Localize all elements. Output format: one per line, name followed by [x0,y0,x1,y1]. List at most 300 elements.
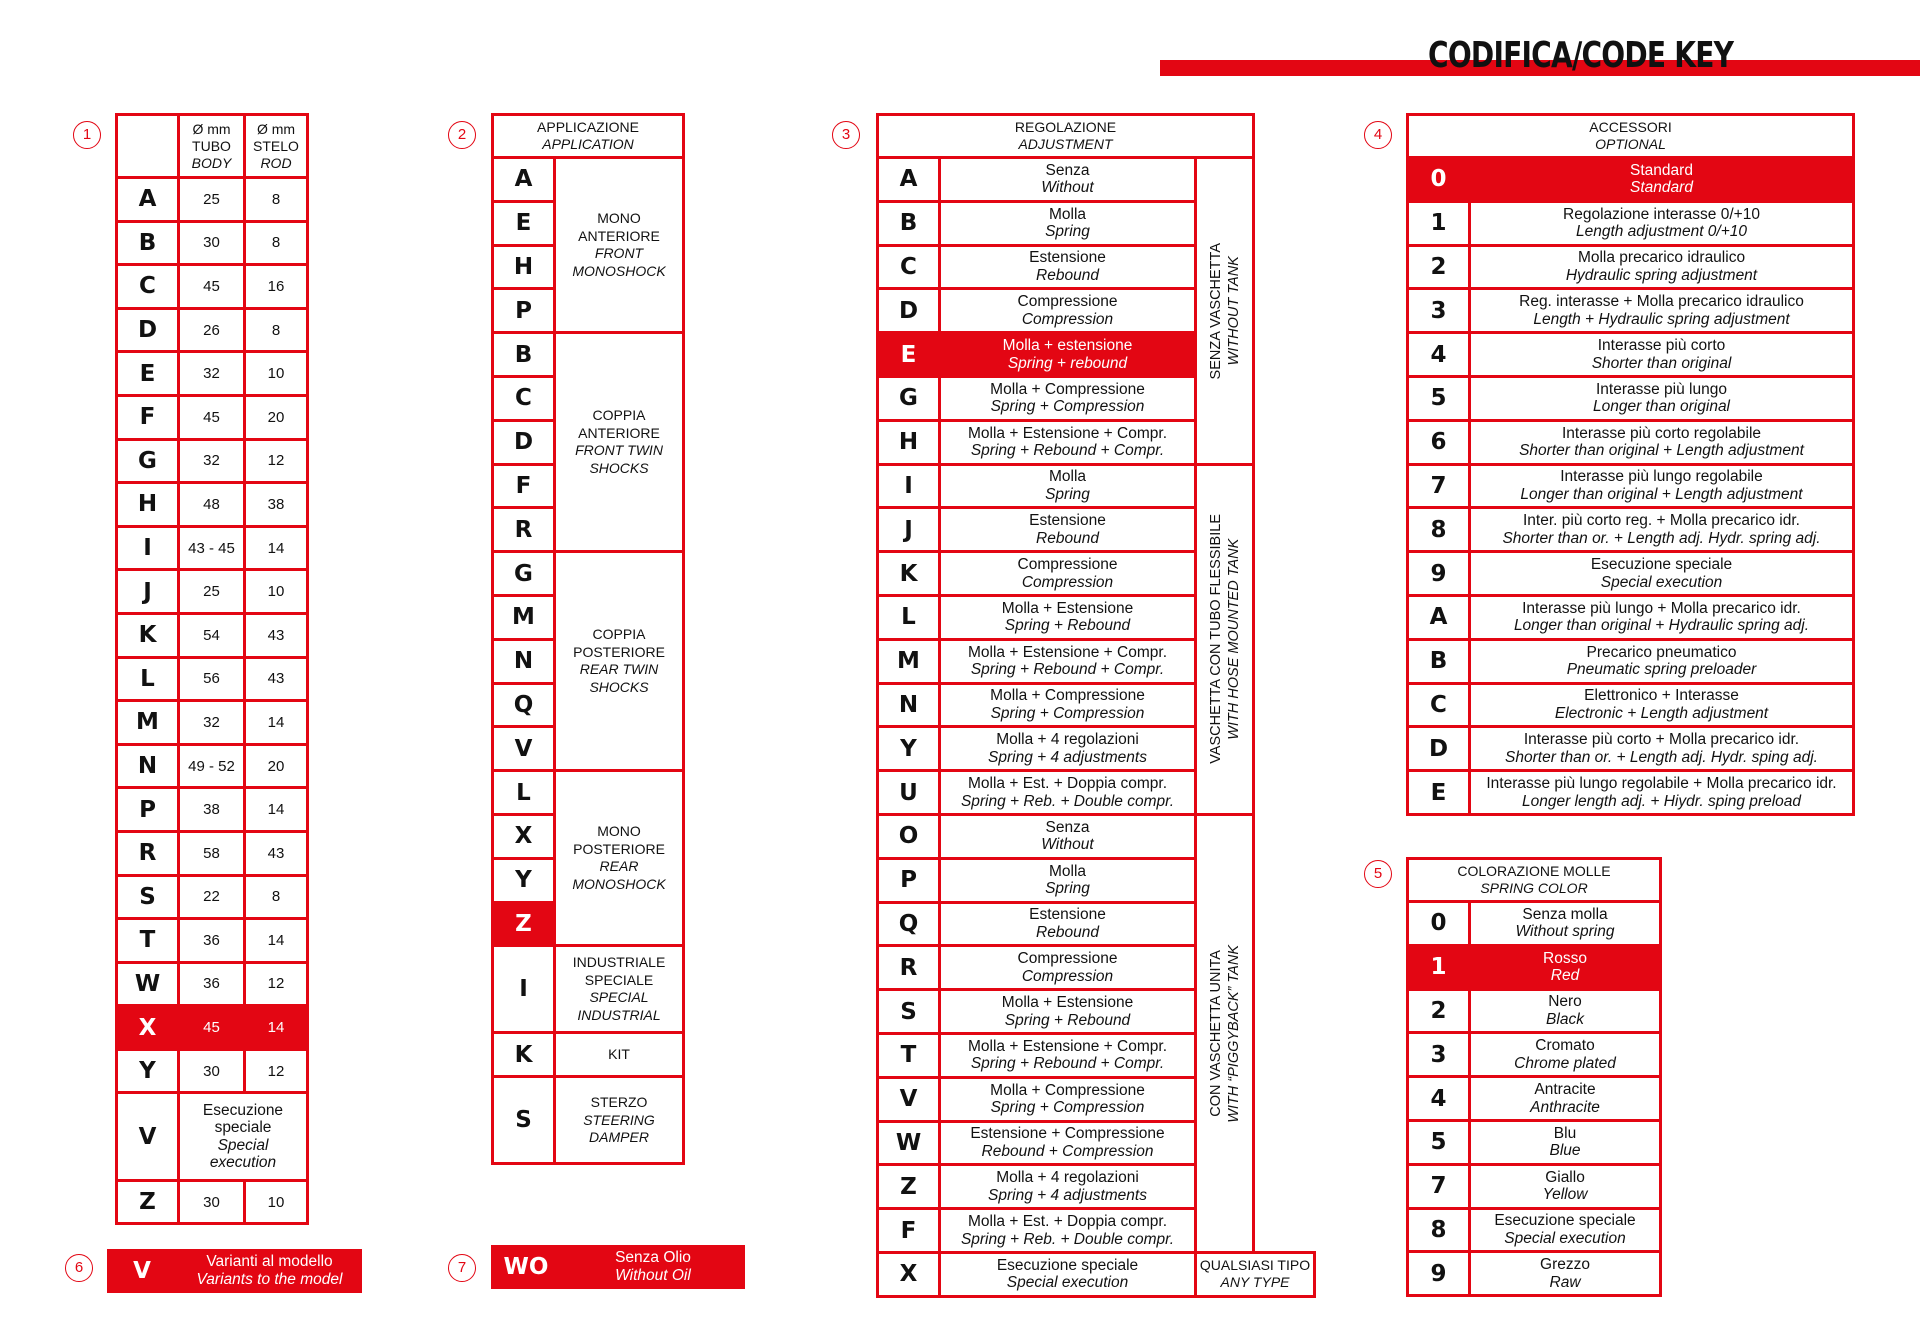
english-text: Spring + Reb. + Double compr. [960,792,1175,810]
diameter-row [117,178,308,222]
adjustment-description-cell [940,683,1196,727]
group-label-it-2: POSTERIORE [573,840,665,857]
rod-diameter-cell: 8 [245,308,308,352]
italian-text: Interasse più lungo regolabile [1560,468,1763,486]
adjustment-description-cell [940,333,1196,377]
italian-text: Molla + Compressione [990,380,1145,398]
code-cell: H [493,245,555,289]
body-diameter-cell: 58 [179,831,245,875]
optional-row [1408,420,1854,464]
steering-row [493,1077,684,1164]
code-cell: J [117,570,179,614]
italian-text: Antracite [1534,1081,1596,1099]
tank-type-it: CON VASCHETTA UNITA [1207,950,1224,1117]
italian-text: Compressione [1017,293,1118,311]
english-text: Pneumatic spring preloader [1566,661,1757,679]
body-diameter-cell: 56 [179,657,245,701]
rod-diameter-cell: 8 [245,178,308,222]
code-cell: R [878,946,940,990]
diameter-row [117,526,308,570]
english-text: Spring + 4 adjustments [988,1186,1147,1204]
without-oil-code: WO [503,1254,549,1280]
italian-text: Molla + Est. + Doppia compr. [967,1213,1167,1231]
english-text: Shorter than or. + Length adj. Hydr. sping adj. [1505,748,1818,766]
diameter-row [117,831,308,875]
code-cell: L [493,771,555,815]
diameter-row [117,788,308,832]
code-cell: Y [878,727,940,771]
italian-text: Estensione [1029,906,1106,924]
body-diameter-cell: 32 [179,701,245,745]
without-oil-text-it: Senza Olio [615,1249,691,1266]
steering-en-1: STEERING [583,1111,655,1128]
blank-cell [1254,201,1315,245]
english-text: Shorter than or. + Length adj. Hydr. spring adj. [1502,529,1821,547]
tank-type-it: VASCHETTA CON TUBO FLESSIBILE [1207,514,1224,765]
optional-description-cell [1470,245,1854,289]
body-diameter-cell: 26 [179,308,245,352]
english-text: Spring + Reb. + Double compr. [960,1230,1175,1248]
code-cell: W [878,1121,940,1165]
industrial-en-1: SPECIAL [589,989,649,1006]
diameter-row [117,1181,308,1224]
tank-type-en: WITH “PIGGYBACK” TANK [1225,944,1242,1123]
code-cell: T [878,1033,940,1077]
optional-row [1408,683,1854,727]
adjustment-description-cell [940,201,1196,245]
optional-row [1408,508,1854,552]
english-text: Longer length adj. + Hiydr. sping preload [1521,792,1802,810]
code-cell: B [493,333,555,377]
italian-text: Estensione [1029,512,1106,530]
adjustment-description-cell [940,902,1196,946]
code-cell: B [1408,639,1470,683]
blank-cell [1254,289,1315,333]
italian-text: Molla + 4 regolazioni [996,1169,1139,1187]
code-cell: A [493,158,555,202]
spring-color-description-cell [1470,1033,1661,1077]
body-diameter-cell: 30 [179,221,245,265]
english-text: Red [1550,967,1580,985]
italian-text: Interasse più lungo regolabile + Molla precarico idr. [1486,775,1837,793]
adjustment-description-cell [940,1209,1196,1253]
english-text: Spring + Rebound [1004,617,1131,635]
diameter-row [117,875,308,919]
industrial-row [493,946,684,1033]
english-text: Special execution [1504,1229,1626,1247]
special-execution-cell [940,1252,1196,1296]
adjustment-description-cell [940,245,1196,289]
code-cell: K [493,1033,555,1077]
code-cell: M [493,595,555,639]
code-cell: N [878,683,940,727]
code-cell: 1 [1408,201,1470,245]
body-diameter-cell: 25 [179,570,245,614]
code-cell: S [878,990,940,1034]
english-text: Shorter than original + Length adjustment [1519,442,1804,460]
code-cell: D [878,289,940,333]
italian-text: Cromato [1535,1037,1595,1055]
english-text: Spring + Rebound + Compr. [970,661,1165,679]
tank-type-en: WITHOUT TANK [1225,256,1242,366]
group-label-en-1: REAR TWIN [579,661,659,678]
blank-cell [1254,115,1315,158]
spring-color-row [1408,1208,1661,1252]
code-cell: 9 [1408,1252,1470,1296]
english-text: Length adjustment 0/+10 [1575,223,1748,241]
italian-text: Elettronico + Interasse [1584,687,1739,705]
diameter-row [117,352,308,396]
optional-header-en: OPTIONAL [1595,136,1666,152]
english-text: Rebound [1036,923,1099,941]
rod-diameter-cell: 8 [245,875,308,919]
optional-row [1408,771,1854,815]
code-cell: 8 [1408,508,1470,552]
code-cell: F [878,1209,940,1253]
blank-cell [1254,464,1315,508]
english-text: Anthracite [1530,1098,1600,1116]
italian-text: Estensione + Compressione [970,1125,1165,1143]
italian-text: Molla [1048,205,1087,223]
blank-cell [1254,1209,1315,1253]
body-diameter-cell: 30 [179,1049,245,1093]
rod-header-unit: Ø mm [256,120,296,137]
body-diameter-cell: 49 - 52 [179,744,245,788]
application-group-cell [555,158,684,333]
code-cell: M [878,639,940,683]
english-text: Spring [1045,880,1090,898]
spring-color-table [1406,857,1662,1297]
optional-description-cell [1470,376,1854,420]
italian-text: Interasse più corto regolabile [1561,424,1762,442]
code-cell: Y [493,858,555,902]
rod-diameter-cell: 14 [245,919,308,963]
section-7-badge: 7 [448,1254,476,1282]
english-text: Spring + Compression [990,1099,1145,1117]
optional-description-cell [1470,727,1854,771]
adjustment-header-en: ADJUSTMENT [1018,136,1113,152]
adjustment-header-it: REGOLAZIONE [1014,119,1117,135]
code-cell: E [1408,771,1470,815]
code-cell: 4 [1408,333,1470,377]
diameter-row [117,483,308,527]
section-4-badge: 4 [1364,121,1392,149]
adjustment-description-cell [940,552,1196,596]
code-cell: K [117,613,179,657]
italian-text: Giallo [1545,1168,1585,1186]
english-text: Spring + Rebound [1004,1011,1131,1029]
diameter-row [117,1049,308,1093]
rod-diameter-cell: 8 [245,221,308,265]
group-label-en-1: FRONT [594,245,644,262]
group-label-it-1: MONO [597,210,641,227]
code-cell: A [117,178,179,222]
blank-cell [1254,552,1315,596]
italian-text: Molla [1048,862,1087,880]
code-cell: U [878,771,940,815]
steering-en-2: DAMPER [589,1129,649,1146]
diameter-row [117,962,308,1006]
optional-description-cell [1470,464,1854,508]
code-cell: V [117,1093,179,1181]
group-label-it-2: ANTERIORE [578,227,660,244]
rod-diameter-cell: 14 [245,526,308,570]
english-text: Longer than original [1592,398,1731,416]
spring-color-description-cell [1470,1252,1661,1296]
without-oil-text-en: Without Oil [615,1267,691,1284]
spring-color-row [1408,1033,1661,1077]
optional-description-cell [1470,333,1854,377]
code-cell: M [117,701,179,745]
optional-row [1408,639,1854,683]
steering-it: STERZO [590,1094,648,1111]
italian-text: Molla + Estensione + Compr. [967,424,1168,442]
adjustment-description-cell [940,771,1196,815]
optional-description-cell [1470,595,1854,639]
steering-cell [555,1077,684,1164]
code-cell: S [493,1077,555,1164]
code-cell: X [117,1006,179,1050]
any-type-en: ANY TYPE [1220,1274,1290,1291]
application-header-en: APPLICATION [542,136,634,152]
optional-row [1408,376,1854,420]
rod-diameter-cell: 43 [245,613,308,657]
code-cell: R [493,508,555,552]
industrial-en-2: INDUSTRIAL [577,1006,661,1023]
rod-diameter-cell: 14 [245,1006,308,1050]
code-cell: 9 [1408,552,1470,596]
body-diameter-cell: 32 [179,352,245,396]
english-text: Special execution [1600,573,1723,591]
adjustment-description-cell [940,727,1196,771]
italian-text: Compressione [1017,556,1118,574]
code-cell: 0 [1408,902,1470,946]
spring-color-description-cell [1470,1208,1661,1252]
blank-cell [1254,158,1315,202]
code-cell: D [117,308,179,352]
any-type-cell [1196,1252,1315,1296]
spring-color-header-it: COLORAZIONE MOLLE [1457,863,1611,879]
english-text: Rebound [1036,266,1099,284]
rod-diameter-cell: 43 [245,657,308,701]
application-group-cell [555,771,684,946]
english-text: Longer than original + Hydraulic spring adj. [1513,617,1810,635]
code-cell: 3 [1408,289,1470,333]
code-cell: F [493,464,555,508]
optional-description-cell [1470,201,1854,245]
tank-type-it: SENZA VASCHETTA [1207,242,1224,379]
adjustment-description-cell [940,464,1196,508]
body-diameter-cell: 30 [179,1181,245,1224]
blank-cell [1254,990,1315,1034]
italian-text: Molla + Estensione + Compr. [967,1037,1168,1055]
rod-header-en: ROD [260,154,292,171]
section-1-badge: 1 [73,121,101,149]
code-cell: P [117,788,179,832]
adjustment-description-cell [940,946,1196,990]
italian-text: Nero [1548,993,1582,1011]
adjustment-description-cell [940,158,1196,202]
english-text: Special execution [1006,1274,1129,1292]
code-cell: E [878,333,940,377]
english-text: Without [1041,836,1094,854]
special-execution-cell [179,1093,308,1181]
code-cell: V [493,727,555,771]
group-label-it-1: COPPIA [592,626,646,643]
code-cell: B [878,201,940,245]
adjustment-description-cell [940,639,1196,683]
blank-cell [1254,595,1315,639]
diameter-row [117,395,308,439]
spring-color-description-cell [1470,1077,1661,1121]
kit-cell: KIT [555,1033,684,1077]
adjustment-table [876,113,1316,1298]
special-text-en-2: execution [209,1154,277,1172]
adjustment-description-cell [940,289,1196,333]
spring-color-description-cell [1470,1164,1661,1208]
spring-color-row [1408,1120,1661,1164]
diameter-row [117,657,308,701]
italian-text: Interasse più lungo + Molla precarico idr. [1522,599,1801,617]
english-text: Longer than original + Length adjustment [1520,485,1803,503]
application-table [491,113,685,1165]
optional-header [1408,115,1854,158]
code-cell: 7 [1408,1164,1470,1208]
optional-row [1408,289,1854,333]
code-cell: Z [493,902,555,946]
code-cell: I [493,946,555,1033]
application-row [493,771,684,815]
italian-text: Blu [1553,1124,1577,1142]
rod-diameter-cell: 14 [245,701,308,745]
adjustment-row [878,158,1315,202]
rod-diameter-cell: 16 [245,265,308,309]
optional-row [1408,201,1854,245]
section-5-badge: 5 [1364,860,1392,888]
blank-cell [1254,946,1315,990]
blank-cell [1254,245,1315,289]
rod-diameter-cell: 43 [245,831,308,875]
italian-text: Molla + Est. + Doppia compr. [967,775,1167,793]
code-cell: P [878,858,940,902]
adjustment-description-cell [940,1033,1196,1077]
code-cell: 5 [1408,1120,1470,1164]
adjustment-description-cell [940,990,1196,1034]
english-text: Spring + Rebound + Compr. [970,1055,1165,1073]
rod-header-it: STELO [253,137,299,154]
rod-diameter-cell: 38 [245,483,308,527]
adjustment-description-cell [940,595,1196,639]
english-text: Rebound + Compression [981,1142,1154,1160]
spring-color-row [1408,945,1661,989]
code-cell: X [878,1252,940,1296]
variants-box [107,1249,362,1293]
blank-cell [1254,902,1315,946]
optional-description-cell [1470,289,1854,333]
diameter-row [117,744,308,788]
code-cell: V [878,1077,940,1121]
section-2-badge: 2 [448,121,476,149]
code-cell: D [1408,727,1470,771]
italian-text: Grezzo [1540,1256,1590,1274]
body-diameter-cell: 36 [179,962,245,1006]
italian-text: Esecuzione speciale [996,1256,1139,1274]
adjustment-description-cell [940,420,1196,464]
tube-header [179,115,245,178]
variants-code: V [133,1258,151,1284]
optional-header-it: ACCESSORI [1589,119,1672,135]
rod-diameter-cell: 20 [245,395,308,439]
code-cell: S [117,875,179,919]
adjustment-description-cell [940,858,1196,902]
english-text: Spring [1045,223,1090,241]
diameter-row [117,439,308,483]
tank-type-label [1207,945,1243,1123]
english-text: Rebound [1036,529,1099,547]
section-6-badge: 6 [65,1254,93,1282]
italian-text: Molla + Estensione [1001,994,1134,1012]
code-cell: J [878,508,940,552]
spring-color-row [1408,902,1661,946]
optional-description-cell [1470,771,1854,815]
application-row [493,552,684,596]
blank-cell [1254,639,1315,683]
italian-text: Standard [1630,161,1693,179]
code-cell: 4 [1408,1077,1470,1121]
rod-diameter-cell: 12 [245,1049,308,1093]
body-diameter-cell: 32 [179,439,245,483]
code-cell: G [493,552,555,596]
code-cell: O [878,814,940,858]
code-cell: Q [493,683,555,727]
optional-description-cell [1470,158,1854,202]
adjustment-header [878,115,1254,158]
optional-description-cell [1470,552,1854,596]
body-diameter-cell: 54 [179,613,245,657]
tank-type-cell [1196,158,1254,465]
tube-header-it: TUBO [192,137,231,154]
italian-text: Molla + Compressione [990,1081,1145,1099]
application-header [493,115,684,158]
blank-cell [1254,1077,1315,1121]
optional-row [1408,333,1854,377]
variants-text [177,1253,362,1289]
group-label-en-2: MONOSHOCK [572,262,666,279]
english-text: Spring + rebound [1007,354,1128,372]
optional-description-cell [1470,639,1854,683]
variants-text-en: Variants to the model [196,1271,343,1288]
rod-diameter-cell: 20 [245,744,308,788]
italian-text: Interasse più corto [1597,337,1726,355]
diameter-row [117,1006,308,1050]
tank-type-cell [1196,814,1254,1252]
tank-type-label [1207,243,1243,379]
spring-color-description-cell [1470,989,1661,1033]
italian-text: Molla [1048,468,1087,486]
spring-color-header [1408,859,1661,902]
italian-text: Regolazione interasse 0/+10 [1563,205,1760,223]
application-row [493,333,684,377]
special-text-it-2: speciale [214,1119,272,1137]
english-text: Electronic + Length adjustment [1554,704,1769,722]
italian-text: Rosso [1543,949,1587,967]
diameter-table [115,113,309,1225]
diameter-row [117,570,308,614]
industrial-cell [555,946,684,1033]
special-text-it-1: Esecuzione [202,1101,284,1119]
blank-cell [1254,1165,1315,1209]
code-cell: C [878,245,940,289]
